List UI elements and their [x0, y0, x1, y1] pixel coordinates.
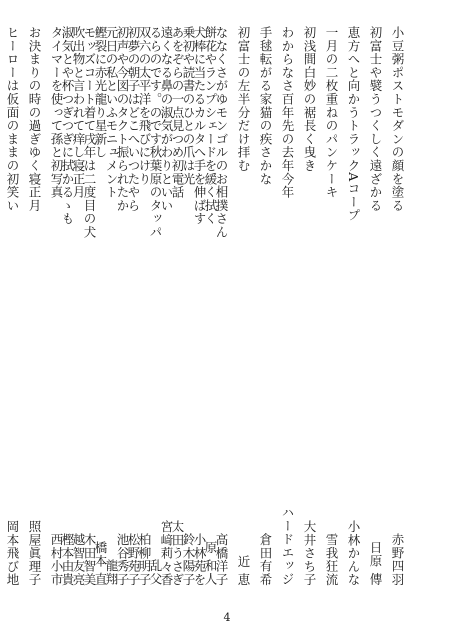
haiku-text: 一月の二枚重ねのパンケーキ: [324, 26, 339, 199]
haiku-author: 赤野四羽: [390, 532, 405, 586]
haiku-author: 木田智美: [82, 532, 97, 586]
haiku-entry: [232, 26, 252, 586]
haiku-text: るらのです。のです秋葉原のタッパ: [148, 26, 163, 239]
haiku-author: 雪我狂流: [324, 532, 339, 586]
haiku-author: 鈴木陽子: [181, 532, 196, 586]
haiku-author: 小林かんな: [346, 519, 361, 586]
haiku-text: 初富士や襞うつくしく遠ざかる: [368, 26, 383, 213]
haiku-text: 遠くなる鼻の淑気がわりといい: [159, 26, 174, 213]
haiku-entry: [1, 26, 21, 586]
haiku-text: ヒーローは仮面のままの初笑い: [5, 26, 20, 213]
haiku-entry: [23, 26, 43, 586]
haiku-entry: [67, 26, 87, 586]
haiku-author: 乱父: [148, 559, 163, 586]
haiku-author: 越智友亮: [71, 532, 86, 586]
haiku-text: 鰹裂に赤光龍り星新し: [93, 26, 108, 159]
haiku-entry: [177, 26, 197, 586]
haiku-author: 日原 傳: [368, 541, 383, 586]
haiku-author: 樫本由貴: [60, 532, 75, 586]
haiku-column-block-left: [0, 26, 219, 586]
haiku-text: あをぞらの一点見つめ初電話: [170, 26, 185, 199]
haiku-text: 初夢の朝子はどこへいつたやら: [126, 26, 141, 213]
haiku-author: 高橋洋子: [214, 532, 229, 586]
haiku-entry: [276, 26, 296, 586]
haiku-text: 淑気とや杯つぎつぎに拭かるゝも: [60, 26, 75, 226]
haiku-author: 太田うさぎ: [170, 519, 185, 586]
haiku-entry: [133, 26, 153, 586]
haiku-entry: [199, 26, 219, 586]
haiku-text: わからなさ百年先の去年今年: [280, 26, 295, 199]
haiku-entry: [320, 26, 340, 586]
haiku-author: 原 和人: [203, 541, 218, 586]
haiku-entry: [89, 26, 109, 586]
haiku-author: 小林苑を: [192, 532, 207, 586]
haiku-text: 犬棒に当たるカルタへ手を伸ばす: [192, 26, 207, 226]
haiku-entry: [45, 26, 65, 586]
haiku-entry: [254, 26, 274, 586]
haiku-text: 初声や今図のタクト振られたか: [115, 26, 130, 213]
haiku-author: 照屋眞理子: [27, 519, 42, 586]
haiku-author: ハードエッジ: [280, 506, 295, 586]
haiku-author: 柏柳明子: [137, 532, 152, 586]
haiku-entry: [298, 26, 318, 586]
haiku-entry: [386, 26, 406, 586]
haiku-text: 小豆粥ポストモダンの顔を塗る: [390, 26, 405, 213]
haiku-text: 吹出物と言われて痒し寝正月: [71, 26, 86, 199]
haiku-text: 餅花やランプシェードを緩く拭く: [203, 26, 218, 226]
haiku-author: 松野苑子: [126, 532, 141, 586]
page-number: 4: [223, 611, 231, 624]
haiku-text: お決まりの時の過ぎゆく寝正月: [27, 26, 42, 213]
haiku-author: 近 恵: [236, 554, 251, 586]
haiku-text: 恵方へと向かうトラックAコープ: [346, 26, 361, 223]
haiku-author: 倉田有希: [258, 532, 273, 586]
haiku-entry: [342, 26, 362, 586]
haiku-text: 手毬転がる家猫の疾さかな: [258, 26, 273, 186]
haiku-text: モッズコート着て戌年は二度目の犬: [82, 26, 97, 239]
haiku-text: 初浅間白妙の裾長く曳き: [302, 26, 317, 173]
haiku-text: タイマーを使って孫と初写真: [49, 26, 64, 199]
haiku-author: 宮﨑莉々香: [159, 519, 174, 586]
haiku-author: 池谷秀子: [115, 532, 130, 586]
haiku-text: 双六の太平洋を飛びにけり: [137, 26, 152, 186]
haiku-text: 元日の私といふモニュメント: [104, 26, 119, 199]
haiku-text: 初富士の左半分だけ拝む: [236, 26, 251, 173]
haiku-author: 大井さち子: [302, 519, 317, 586]
haiku-author: 岡本飛び地: [5, 519, 20, 586]
haiku-author: 龍翔: [104, 559, 119, 586]
haiku-entry: [111, 26, 131, 586]
haiku-text: 乗初や読書のひとの爪は光: [181, 26, 196, 186]
haiku-text: ななくさがゆモンゴルのお相撲さん: [214, 26, 229, 239]
haiku-entry: [364, 26, 384, 586]
haiku-author: 西村小市: [49, 532, 64, 586]
haiku-author: 橋本 直: [93, 541, 108, 586]
haiku-entry: [155, 26, 175, 586]
